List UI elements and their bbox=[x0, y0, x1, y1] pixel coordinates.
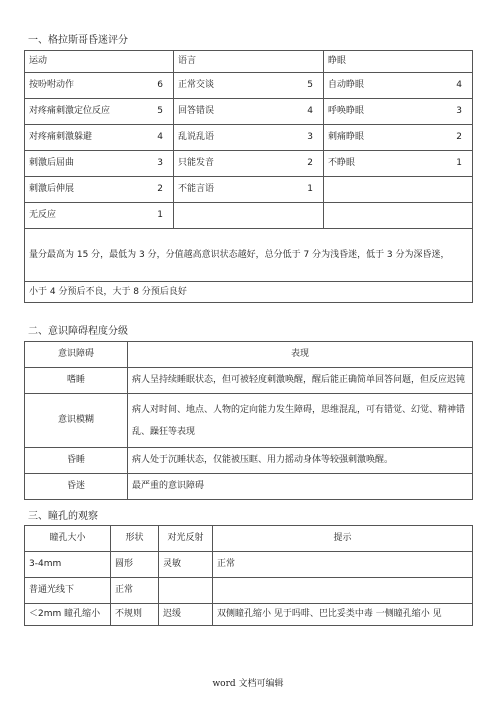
pupil-cell: 迟缓 bbox=[159, 604, 213, 626]
gcs-cell bbox=[174, 203, 324, 229]
gcs-cell: 不能言语 1 bbox=[174, 177, 324, 203]
gcs-cell: 按吩咐动作 6 bbox=[25, 73, 174, 99]
gcs-cell: 呼唤睁眼 3 bbox=[324, 99, 473, 125]
consciousness-level: 嗜睡 bbox=[25, 368, 128, 394]
pupil-col-shape: 形状 bbox=[111, 526, 159, 552]
gcs-prognosis: 小于 4 分预后不良，大于 8 分预后良好 bbox=[25, 282, 473, 303]
gcs-note: 量分最高为 15 分，最低为 3 分，分值越高意识状态越好，总分低于 7 分为浅昏迷，低于 3 分为深昏迷， bbox=[25, 229, 473, 282]
pupil-cell bbox=[159, 578, 213, 604]
page-footer: word 文档可编辑 bbox=[212, 679, 284, 689]
pupil-col-size: 瞳孔大小 bbox=[25, 526, 111, 552]
consciousness-col-desc: 表现 bbox=[128, 342, 473, 368]
gcs-cell: 自动睁眼 4 bbox=[324, 73, 473, 99]
section-heading-gcs: 一、格拉斯哥昏迷评分 bbox=[28, 35, 128, 46]
pupil-cell: 不规则 bbox=[111, 604, 159, 626]
section-heading-pupil: 三、瞳孔的观察 bbox=[28, 511, 98, 522]
pupil-col-reflex: 对光反射 bbox=[159, 526, 213, 552]
gcs-cell: 无反应 1 bbox=[25, 203, 174, 229]
gcs-cell: 回答错误 4 bbox=[174, 99, 324, 125]
consciousness-col-level: 意识障碍 bbox=[25, 342, 128, 368]
pupil-col-hint: 提示 bbox=[213, 526, 473, 552]
consciousness-desc: 最严重的意识障碍 bbox=[128, 474, 473, 500]
pupil-table bbox=[24, 525, 473, 626]
gcs-cell: 刺激后伸展 2 bbox=[25, 177, 174, 203]
gcs-cell: 不睁眼 1 bbox=[324, 151, 473, 177]
pupil-cell: 3-4mm bbox=[25, 552, 111, 578]
consciousness-desc: 病人处于沉睡状态，仅能被压眶、用力摇动身体等较强刺激唤醒。 bbox=[128, 448, 473, 474]
consciousness-level: 昏睡 bbox=[25, 448, 128, 474]
gcs-cell: 只能发音 2 bbox=[174, 151, 324, 177]
gcs-cell: 对疼痛刺激定位反应 5 bbox=[25, 99, 174, 125]
section-heading-consciousness: 二、意识障碍程度分级 bbox=[28, 326, 128, 337]
gcs-cell bbox=[324, 177, 473, 203]
gcs-col-eye: 睁眼 bbox=[324, 51, 473, 73]
gcs-cell: 刺激后屈曲 3 bbox=[25, 151, 174, 177]
consciousness-desc: 病人呈持续睡眠状态，但可被轻度刺激唤醒，醒后能正确简单回答问题，但反应迟钝 bbox=[128, 368, 473, 394]
pupil-cell: ＜2mm 瞳孔缩小 bbox=[25, 604, 111, 626]
pupil-cell: 双侧瞳孔缩小 见于吗啡、巴比妥类中毒 一侧瞳孔缩小 见 bbox=[213, 604, 473, 626]
gcs-cell bbox=[324, 203, 473, 229]
gcs-cell: 乱说乱语 3 bbox=[174, 125, 324, 151]
consciousness-table bbox=[24, 341, 473, 500]
gcs-col-motor: 运动 bbox=[25, 51, 174, 73]
pupil-cell bbox=[213, 578, 473, 604]
gcs-cell: 对疼痛刺激躲避 4 bbox=[25, 125, 174, 151]
pupil-cell: 正常 bbox=[111, 578, 159, 604]
gcs-col-verbal: 语言 bbox=[174, 51, 324, 73]
pupil-cell: 圆形 bbox=[111, 552, 159, 578]
consciousness-level: 意识模糊 bbox=[25, 394, 128, 448]
pupil-cell: 普通光线下 bbox=[25, 578, 111, 604]
consciousness-desc: 病人对时间、地点、人物的定向能力发生障碍，思维混乱，可有错觉、幻觉、精神错乱、躁狂等表现 bbox=[128, 394, 473, 448]
pupil-cell: 灵敏 bbox=[159, 552, 213, 578]
gcs-table bbox=[24, 50, 473, 303]
gcs-cell: 正常交谈 5 bbox=[174, 73, 324, 99]
consciousness-level: 昏迷 bbox=[25, 474, 128, 500]
pupil-cell: 正常 bbox=[213, 552, 473, 578]
gcs-cell: 刺痛睁眼 2 bbox=[324, 125, 473, 151]
